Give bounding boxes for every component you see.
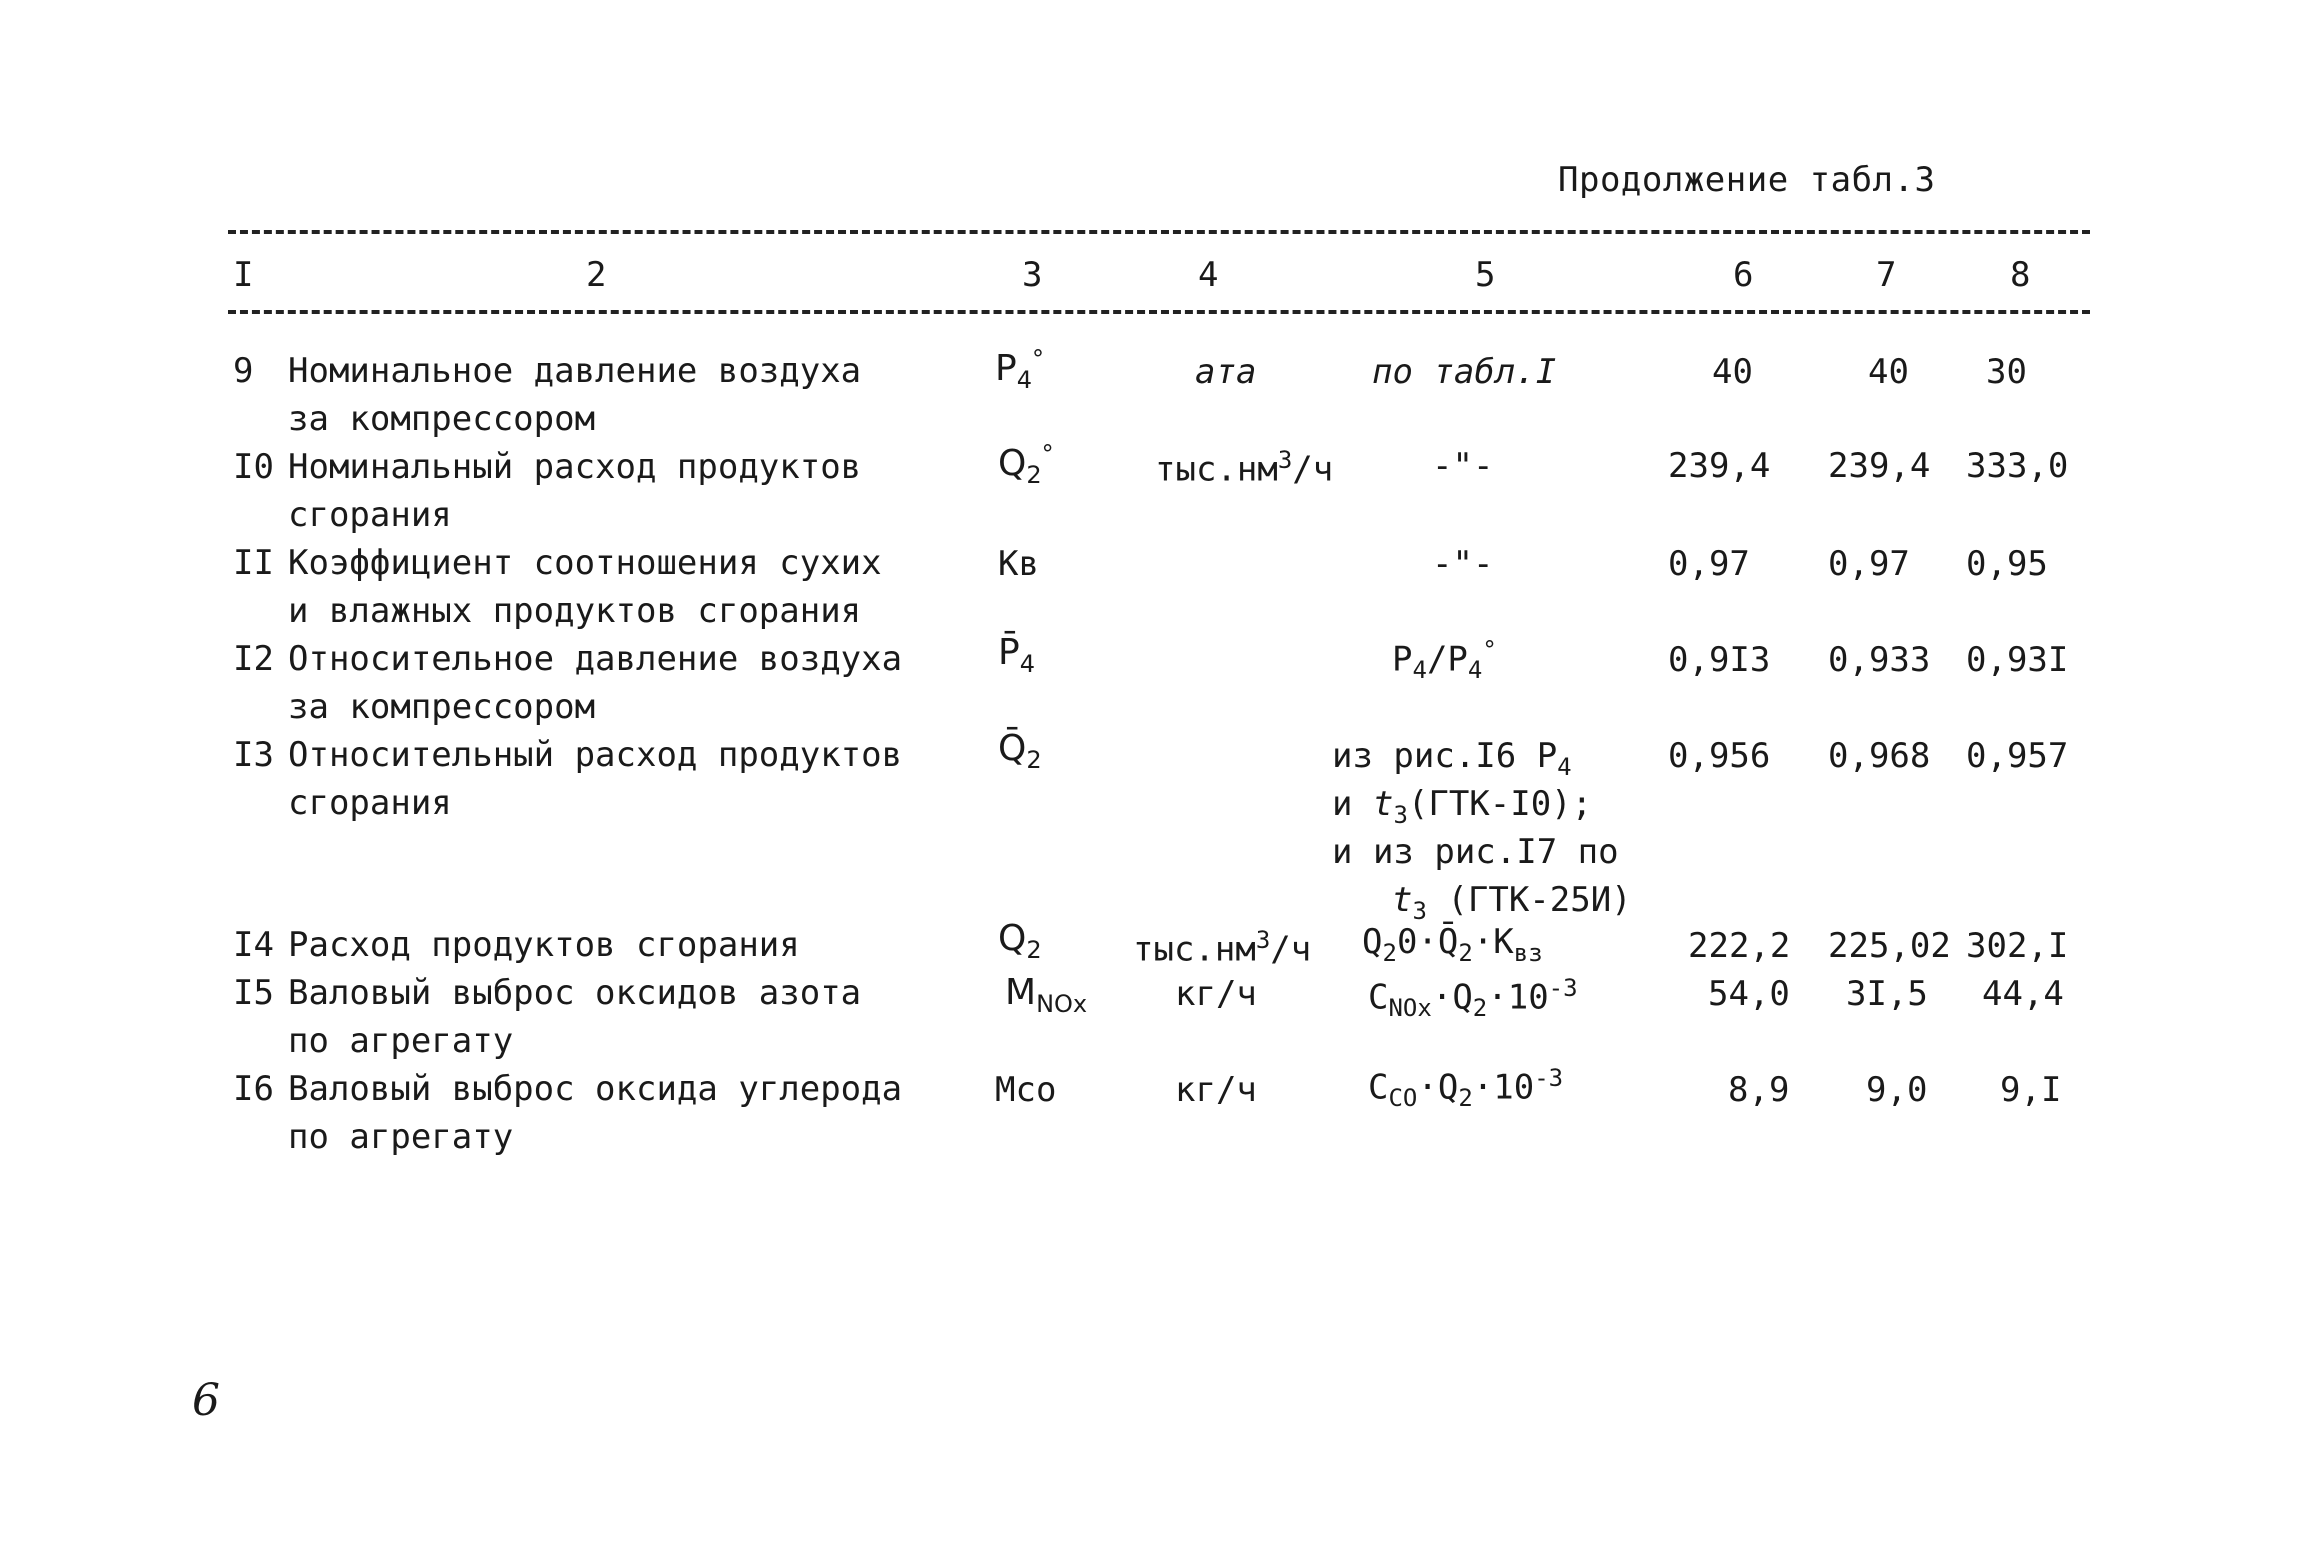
header-col-5: 5 — [1475, 255, 1496, 295]
row-col8: 302,I — [1966, 926, 2069, 966]
row-number: I6 — [233, 1069, 274, 1109]
row-col7: 9,0 — [1866, 1070, 1928, 1110]
row-col8: 0,93I — [1966, 640, 2069, 680]
row-formula-line3: и из рис.I7 по — [1332, 832, 1619, 872]
row-symbol: Мсо — [995, 1070, 1057, 1110]
row-number: I4 — [233, 925, 274, 965]
row-name-line1: Валовый выброс оксидов азота — [288, 973, 862, 1013]
row-symbol: $P̄_4$ — [998, 632, 1035, 679]
row-number: I5 — [233, 973, 274, 1013]
row-name-line1: Номинальный расход продуктов — [288, 447, 862, 487]
row-number: I3 — [233, 735, 274, 775]
row-symbol: $Q_2^\circ$ — [998, 440, 1054, 490]
row-formula: по табл.I — [1372, 352, 1557, 392]
row-name-line1: Относительный расход продуктов — [288, 735, 903, 775]
row-symbol: Кв — [998, 544, 1039, 584]
row-name-line2: сгорания — [288, 495, 452, 535]
header-col-7: 7 — [1876, 255, 1897, 295]
row-formula: $Q_20\cdot Q̄_2\cdot K_{вз}$ — [1362, 922, 1543, 967]
row-formula: -"- — [1432, 544, 1494, 584]
row-number: II — [233, 543, 274, 583]
row-col6: 0,97 — [1668, 544, 1750, 584]
row-col7: 0,933 — [1828, 640, 1931, 680]
row-formula: $P_4/P_4^\circ$ — [1392, 636, 1497, 685]
row-formula-line4: $t_3$ (ГТК-25И) — [1392, 880, 1632, 925]
row-col7: 0,968 — [1828, 736, 1931, 776]
row-col8: 0,95 — [1966, 544, 2048, 584]
row-col7: 40 — [1868, 352, 1909, 392]
row-unit: кг/ч — [1175, 1070, 1257, 1110]
row-col8: 30 — [1986, 352, 2027, 392]
row-name-line2: по агрегату — [288, 1117, 514, 1157]
row-name-line2: сгорания — [288, 783, 452, 823]
row-col6: 239,4 — [1668, 446, 1771, 486]
header-col-8: 8 — [2010, 255, 2031, 295]
row-name-line1: Относительное давление воздуха — [288, 639, 903, 679]
row-formula-line2: и $t_3(ГТК-I0)$; — [1332, 784, 1593, 829]
header-col-4: 4 — [1198, 255, 1219, 295]
continuation-label: Продолжение табл.3 — [1558, 160, 1936, 200]
row-formula: $C_{CO}\cdot Q_2\cdot 10^{-3}$ — [1368, 1064, 1564, 1113]
header-col-2: 2 — [586, 255, 607, 295]
row-name-line1: Валовый выброс оксида углерода — [288, 1069, 903, 1109]
row-formula: -"- — [1432, 446, 1494, 486]
header-col-3: 3 — [1022, 255, 1043, 295]
row-unit: $тыс.нм^3/ч$ — [1155, 446, 1334, 490]
row-number: I0 — [233, 447, 274, 487]
row-col6: 222,2 — [1688, 926, 1791, 966]
table-header-rule — [228, 310, 2090, 314]
row-col8: 0,957 — [1966, 736, 2069, 776]
row-name-line1: Номинальное давление воздуха — [288, 351, 862, 391]
row-unit: кг/ч — [1175, 974, 1257, 1014]
table-top-rule — [228, 230, 2090, 234]
row-col8: 9,I — [2000, 1070, 2062, 1110]
row-symbol: $Q̄_2$ — [998, 728, 1042, 775]
row-name-line2: по агрегату — [288, 1021, 514, 1061]
page-mark: 6 — [192, 1375, 220, 1426]
row-name-line1: Расход продуктов сгорания — [288, 925, 800, 965]
row-symbol: $P_4^\circ$ — [995, 345, 1044, 395]
row-col6: 54,0 — [1708, 974, 1790, 1014]
row-col6: 40 — [1712, 352, 1753, 392]
row-col7: 239,4 — [1828, 446, 1931, 486]
row-name-line1: Коэффициент соотношения сухих — [288, 543, 882, 583]
row-col6: 8,9 — [1728, 1070, 1790, 1110]
row-col8: 44,4 — [1982, 974, 2064, 1014]
row-number: I2 — [233, 639, 274, 679]
header-col-6: 6 — [1733, 255, 1754, 295]
row-formula-line1: из рис.I6 $P_4$ — [1332, 736, 1572, 781]
row-col6: 0,956 — [1668, 736, 1771, 776]
row-symbol: $Q_2$ — [998, 918, 1042, 965]
row-name-line2: и влажных продуктов сгорания — [288, 591, 862, 631]
row-unit: $тыс.нм^3/ч$ — [1133, 926, 1312, 970]
row-symbol: $M_{NOx}$ — [1005, 972, 1088, 1019]
row-name-line2: за компрессором — [288, 687, 596, 727]
row-col7: 3I,5 — [1846, 974, 1928, 1014]
row-col7: 0,97 — [1828, 544, 1910, 584]
row-col6: 0,9I3 — [1668, 640, 1771, 680]
row-formula: $C_{NOx}\cdot Q_2\cdot 10^{-3}$ — [1368, 974, 1578, 1023]
header-col-1: I — [233, 255, 254, 295]
row-col8: 333,0 — [1966, 446, 2069, 486]
row-number: 9 — [233, 351, 254, 391]
row-col7: 225,02 — [1828, 926, 1951, 966]
row-unit: ата — [1195, 352, 1257, 392]
row-name-line2: за компрессором — [288, 399, 596, 439]
